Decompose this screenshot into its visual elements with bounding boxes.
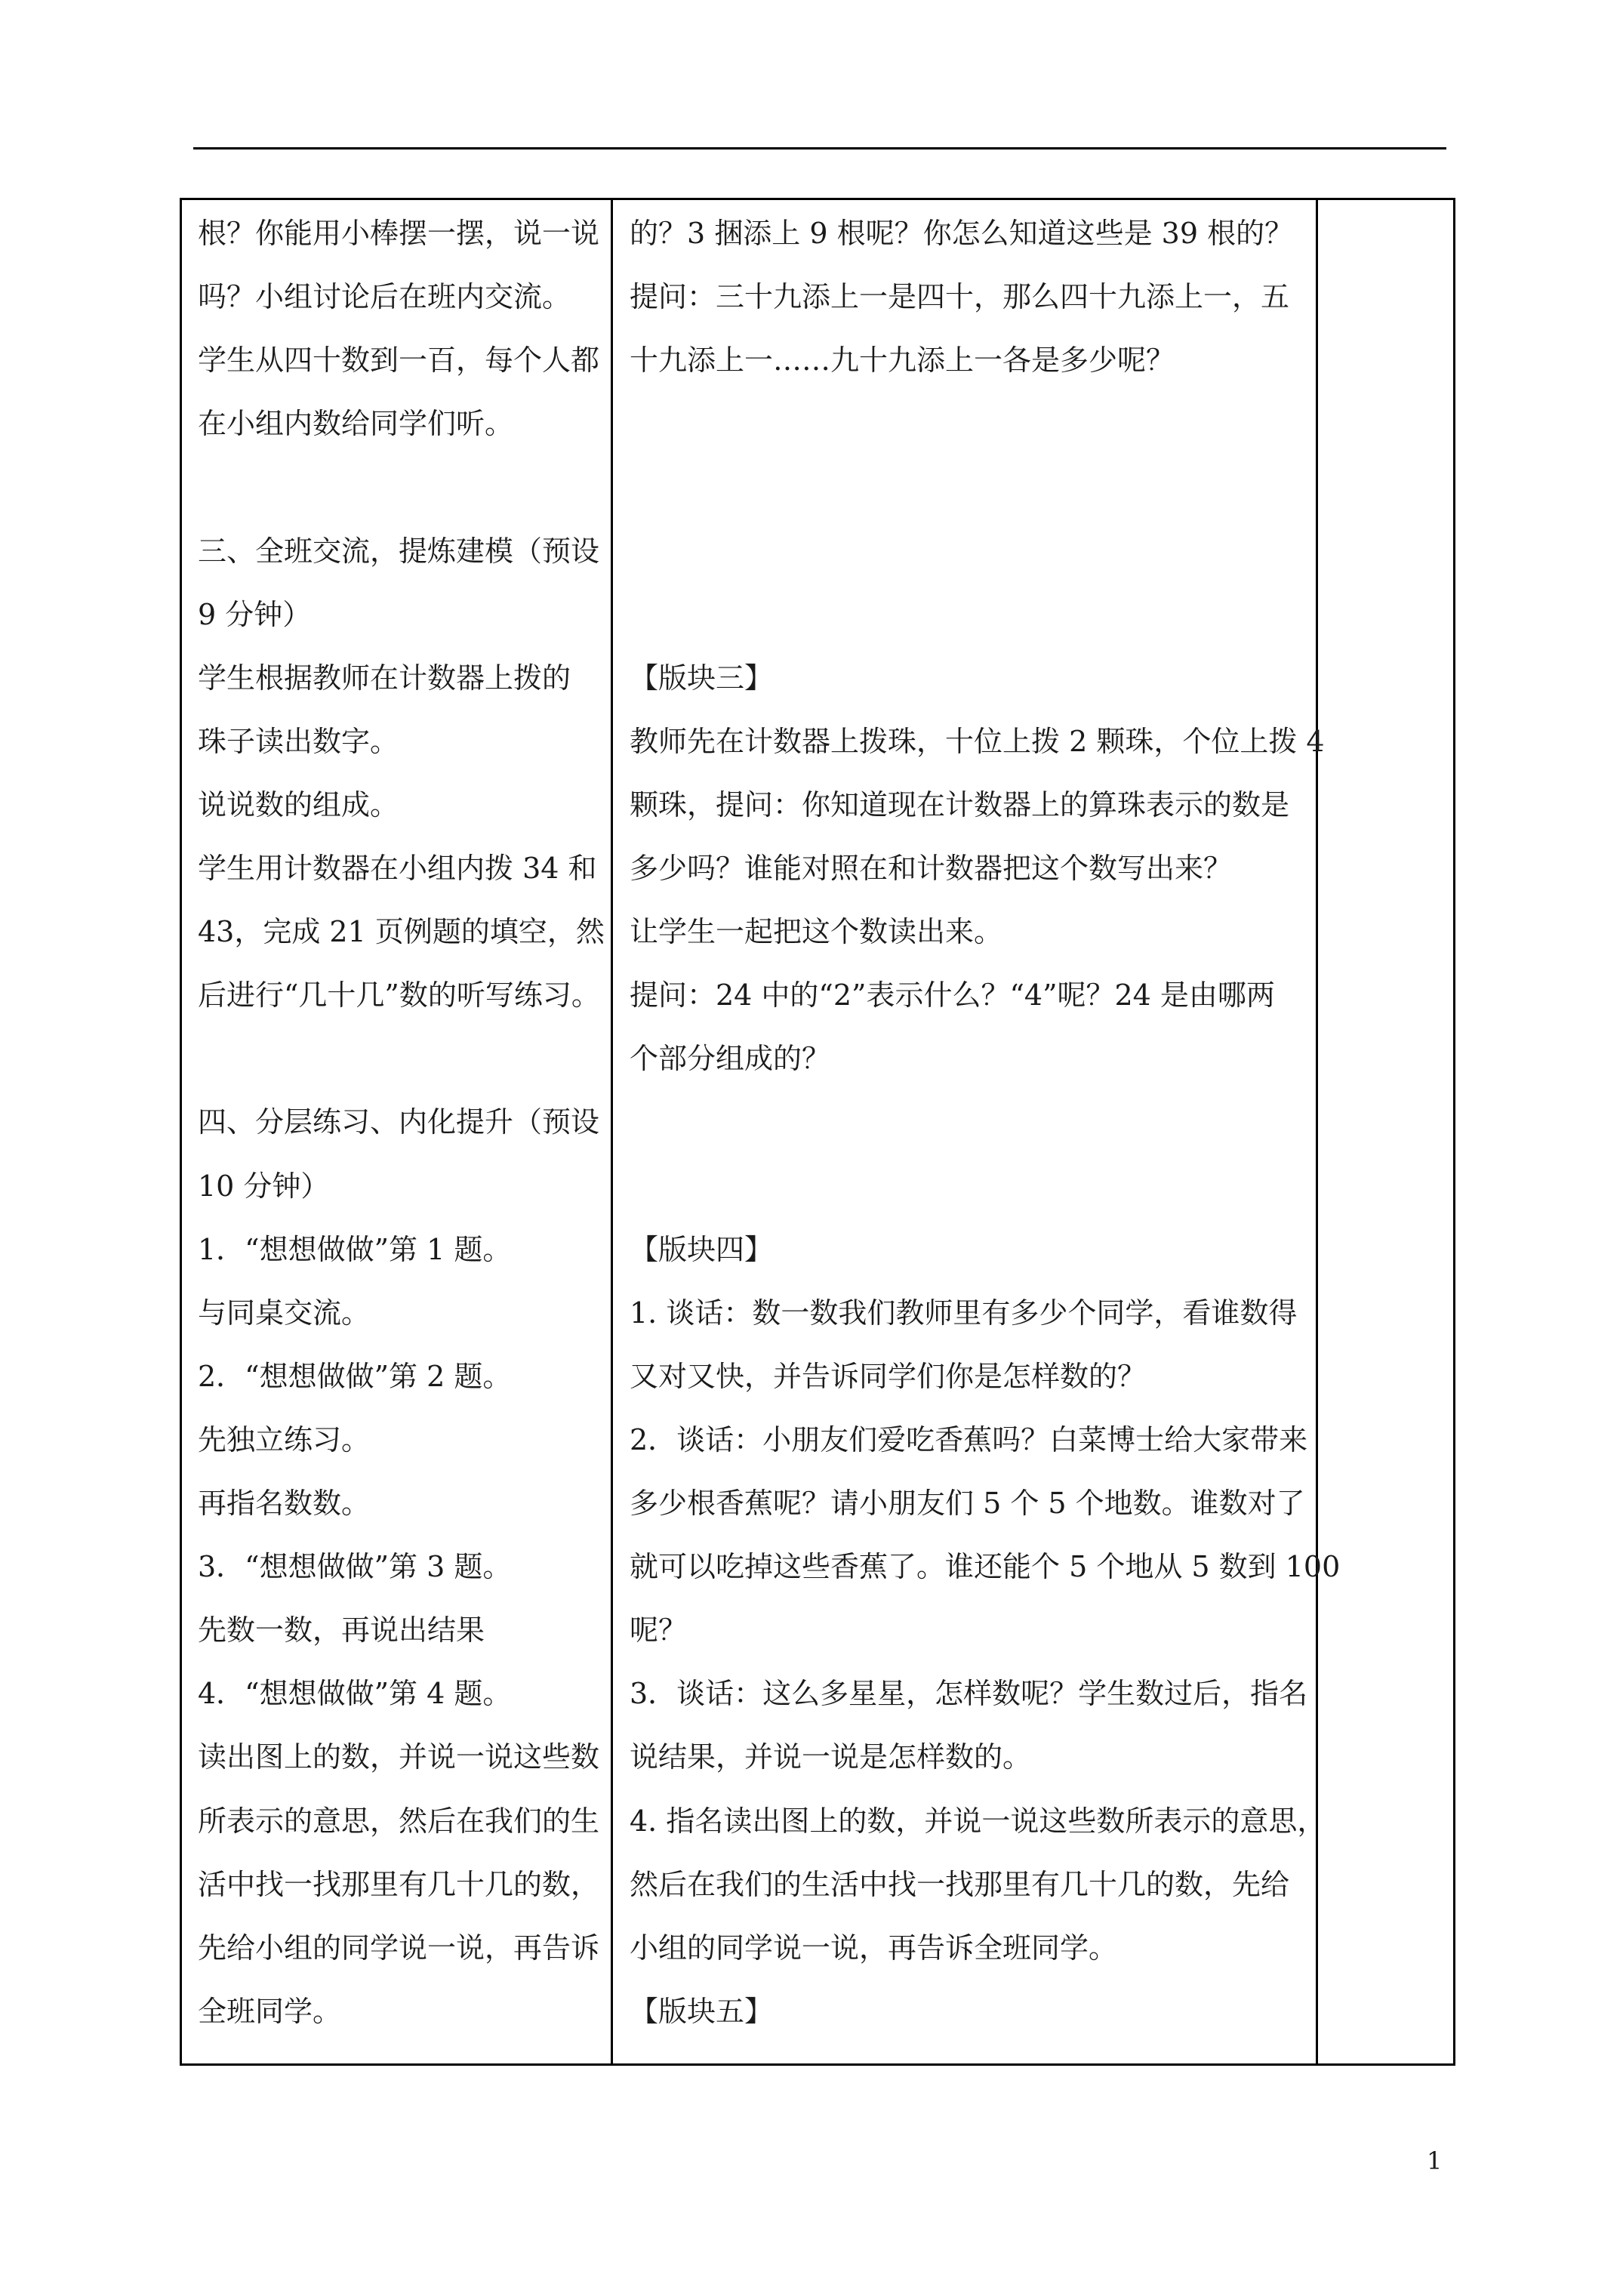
column-divider-1 — [611, 198, 613, 2066]
teacher-activity-line: 十九添上一……九十九添上一各是多少呢？ — [630, 344, 1175, 378]
teacher-activity-line: 4. 指名读出图上的数，并说一说这些数所表示的意思， — [630, 1804, 1326, 1838]
page-number: 1 — [1427, 2147, 1443, 2175]
student-activity-line: 学生根据教师在计数器上拨的 — [198, 661, 571, 695]
teacher-activity-line: 就可以吃掉这些香蕉了。谁还能个 5 个地从 5 数到 100 — [630, 1550, 1341, 1584]
teacher-activity-line: 又对又快，并告诉同学们你是怎样数的？ — [630, 1359, 1147, 1393]
teacher-activity-line: 【版块四】 — [630, 1232, 774, 1266]
teacher-activity-line: 然后在我们的生活中找一找那里有几十几的数，先给 — [630, 1867, 1290, 1901]
student-activity-line: 所表示的意思，然后在我们的生 — [198, 1804, 600, 1838]
teacher-activity-line: 【版块五】 — [630, 1994, 774, 2028]
student-activity-line: 先数一数，再说出结果 — [198, 1613, 485, 1647]
student-activity-line: 与同桌交流。 — [198, 1296, 371, 1330]
student-activity-line: 9 分钟） — [198, 597, 312, 631]
teacher-activity-line: 提问：三十九添上一是四十，那么四十九添上一，五 — [630, 280, 1290, 314]
teacher-activity-line: 让学生一起把这个数读出来。 — [630, 915, 1003, 949]
student-activity-line: 根？你能用小棒摆一摆，说一说 — [198, 217, 600, 250]
student-activity-line: 读出图上的数，并说一说这些数 — [198, 1740, 600, 1774]
teacher-activity-line: 多少根香蕉呢？请小朋友们 5 个 5 个地数。谁数对了 — [630, 1487, 1305, 1520]
student-activity-line: 在小组内数给同学们听。 — [198, 407, 514, 441]
student-activity-line: 先给小组的同学说一说，再告诉 — [198, 1931, 600, 1965]
student-activity-line: 学生从四十数到一百，每个人都 — [198, 344, 600, 378]
student-activity-line: 再指名数数。 — [198, 1487, 371, 1520]
teacher-activity-line: 教师先在计数器上拨珠，十位上拨 2 颗珠，个位上拨 4 — [630, 724, 1325, 758]
student-activity-line: 2．“想想做做”第 2 题。 — [198, 1359, 512, 1393]
student-activity-line: 先独立练习。 — [198, 1422, 371, 1456]
student-activity-line: 四、分层练习、内化提升（预设 — [198, 1105, 600, 1139]
teacher-activity-line: 的？3 捆添上 9 根呢？你怎么知道这些是 39 根的？ — [630, 217, 1294, 250]
student-activity-line: 后进行“几十几”数的听写练习。 — [198, 978, 600, 1012]
teacher-activity-line: 提问：24 中的“2”表示什么？“4”呢？24 是由哪两 — [630, 978, 1275, 1012]
student-activity-line: 学生用计数器在小组内拨 34 和 — [198, 852, 597, 885]
student-activity-line: 三、全班交流，提炼建模（预设 — [198, 534, 600, 568]
teacher-activity-line: 多少吗？谁能对照在和计数器把这个数写出来？ — [630, 852, 1233, 885]
teacher-activity-line: 颗珠，提问：你知道现在计数器上的算珠表示的数是 — [630, 787, 1290, 821]
student-activity-line: 全班同学。 — [198, 1994, 342, 2028]
column-divider-2 — [1316, 198, 1318, 2066]
teacher-activity-line: 【版块三】 — [630, 661, 774, 695]
student-activity-line: 4．“想想做做”第 4 题。 — [198, 1677, 512, 1711]
student-activity-line: 43，完成 21 页例题的填空，然 — [198, 915, 605, 949]
teacher-activity-line: 个部分组成的？ — [630, 1042, 831, 1076]
student-activity-line: 10 分钟） — [198, 1169, 330, 1203]
teacher-activity-line: 3．谈话：这么多星星，怎样数呢？学生数过后，指名 — [630, 1677, 1308, 1711]
student-activity-line: 说说数的组成。 — [198, 787, 399, 821]
teacher-activity-line: 呢？ — [630, 1613, 688, 1647]
student-activity-line: 活中找一找那里有几十几的数， — [198, 1867, 600, 1901]
student-activity-line: 1．“想想做做”第 1 题。 — [198, 1232, 512, 1266]
teacher-activity-line: 小组的同学说一说，再告诉全班同学。 — [630, 1931, 1118, 1965]
student-activity-line: 3．“想想做做”第 3 题。 — [198, 1550, 512, 1584]
teacher-activity-line: 2．谈话：小朋友们爱吃香蕉吗？白菜博士给大家带来 — [630, 1422, 1308, 1456]
header-rule — [193, 147, 1446, 149]
student-activity-line: 吗？小组讨论后在班内交流。 — [198, 280, 571, 314]
teacher-activity-line: 说结果，并说一说是怎样数的。 — [630, 1740, 1032, 1774]
teacher-activity-line: 1. 谈话：数一数我们教师里有多少个同学，看谁数得 — [630, 1296, 1298, 1330]
student-activity-line: 珠子读出数字。 — [198, 724, 399, 758]
